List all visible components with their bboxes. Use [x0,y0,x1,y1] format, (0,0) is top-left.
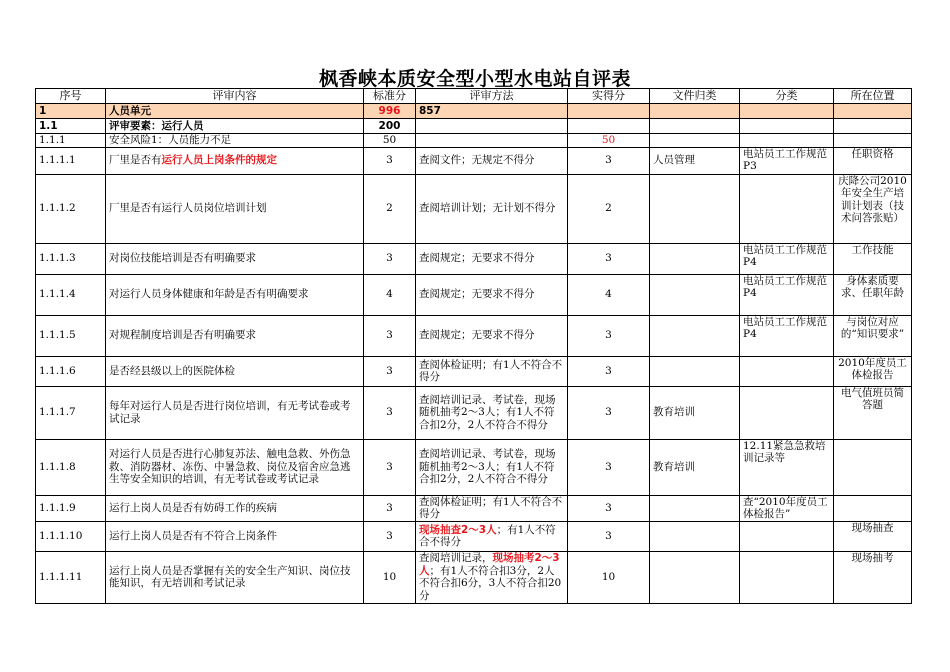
row-method [416,274,568,315]
risk-no: 1.1.1 [36,134,106,148]
risk-content: 安全风险1：人员能力不足 [106,134,364,148]
row-actual-score-text: 10 [601,570,616,583]
element-file [650,119,740,134]
row-content-text: 对规程制度培训是否有明确要求 [109,329,256,342]
row-standard-score-text: 3 [386,501,393,514]
row-classification [740,356,834,386]
row-method [416,243,568,274]
row-file-category-text: 人员管理 [653,154,695,167]
row-content-text: 运行上岗人员是否有妨碍工作的疾病 [109,501,277,514]
row-location-text: 身体素质要求、任职年龄 [841,274,904,299]
header-method: 评审方法 [416,89,568,104]
row-location [834,174,912,243]
element-method [416,119,568,134]
row-classification [740,243,834,274]
row-method-text: 查阅体检证明；有1人不符合不得分 [419,358,563,383]
row-content [106,315,364,356]
row-file-category [650,551,740,603]
row-standard-score-text: 3 [386,460,393,473]
row-standard-score [364,315,416,356]
row-standard-score-text: 3 [386,529,393,542]
element-location [834,119,912,134]
row-method [416,439,568,495]
row-method-text: 查阅体检证明；有1人不符合不得分 [419,495,563,520]
unit-actual-score [568,104,650,119]
row-standard-score [364,274,416,315]
row-content-text: 厂里是否有运行人员岗位培训计划 [109,202,267,215]
page-title: 枫香峡本质安全型小型水电站自评表 [318,68,631,90]
row-no [36,274,106,315]
unit-no: 1 [36,104,106,119]
row-standard-score [364,174,416,243]
row-content-text: 厂里是否有 [109,154,162,167]
row-file-category [650,521,740,551]
row-no-text: 1.1.1.11 [39,570,83,583]
row-classification [740,315,834,356]
row-classification-text: 电站员工工作规范P4 [743,274,827,299]
row-actual-score-text: 3 [605,460,612,473]
row-no [36,386,106,439]
element-actual-score [568,119,650,134]
row-location-text: 与岗位对应的“知识要求” [840,315,905,340]
row-content-text: 运行上岗人员是否有不符合上岗条件 [109,529,277,542]
table-row [36,315,912,356]
row-location [834,495,912,521]
row-standard-score [364,386,416,439]
table-row [36,439,912,495]
row-classification [740,495,834,521]
header-standard-score: 标准分 [364,89,416,104]
row-no-text: 1.1.1.10 [39,529,83,542]
row-content [106,439,364,495]
row-classification-text: 电站员工工作规范P4 [743,243,827,268]
row-actual-score [568,439,650,495]
row-no-text: 1.1.1.9 [39,501,76,514]
unit-category [740,104,834,119]
row-method [416,386,568,439]
row-no [36,521,106,551]
row-method-text: 查阅培训记录、考试卷，现场随机抽考2～3人；有1人不符合扣2分，2人不符合不得分 [419,448,556,486]
row-classification-text: 电站员工工作规范P4 [743,315,827,340]
row-location-text: 庆降公司2010年安全生产培训计划表（技术问答张贴） [838,174,907,224]
row-no-text: 1.1.1.2 [39,202,76,215]
row-actual-score-text: 3 [605,406,612,419]
row-file-category [650,386,740,439]
row-standard-score-text: 2 [386,202,393,215]
row-method [416,174,568,243]
row-content [106,386,364,439]
row-standard-score [364,439,416,495]
row-file-category [650,356,740,386]
row-content [106,495,364,521]
header-location: 所在位置 [834,89,912,104]
unit-method-score: 857 [416,104,568,119]
row-classification [740,521,834,551]
row-method [416,495,568,521]
row-location [834,521,912,551]
self-evaluation-table [35,88,912,604]
risk-method [416,134,568,148]
row-classification-text: 查“2010年度员工体检报告” [743,495,828,520]
row-method [416,521,568,551]
row-method [416,147,568,174]
row-method-highlight: 现场抽考2～3人 [419,552,560,577]
row-location [834,274,912,315]
risk-category [740,134,834,148]
row-standard-score [364,495,416,521]
risk-standard-score: 50 [364,134,416,148]
row-no [36,147,106,174]
row-classification [740,551,834,603]
row-location [834,243,912,274]
row-classification [740,174,834,243]
row-file-category [650,243,740,274]
row-method [416,315,568,356]
row-actual-score-text: 3 [605,252,612,265]
row-classification-text: 12.11紧急急救培训记录等 [743,439,826,464]
table-row [36,147,912,174]
row-actual-score [568,174,650,243]
row-standard-score [364,356,416,386]
row-content-text: 运行上岗人员是否掌握有关的安全生产知识、岗位技能知识，有无培训和考试记录 [109,564,351,589]
row-actual-score [568,274,650,315]
header-actual-score: 实得分 [568,89,650,104]
row-method-text: 查阅规定；无要求不得分 [419,329,535,342]
row-method-text: 查阅培训记录、考试卷，现场随机抽考2～3人；有1人不符合扣2分，2人不符合不得分 [419,393,556,431]
row-no [36,174,106,243]
row-file-category [650,274,740,315]
row-no-text: 1.1.1.4 [39,288,76,301]
row-file-category [650,315,740,356]
unit-content: 人员单元 [106,104,364,119]
row-standard-score [364,243,416,274]
row-actual-score [568,147,650,174]
row-method-text: 查阅文件；无规定不得分 [419,154,535,167]
element-row [36,119,912,134]
row-standard-score [364,521,416,551]
element-category [740,119,834,134]
risk-row [36,134,912,148]
row-location [834,386,912,439]
row-actual-score-text: 3 [605,154,612,167]
row-classification [740,439,834,495]
row-no-text: 1.1.1.7 [39,406,76,419]
unit-location [834,104,912,119]
row-location [834,356,912,386]
row-actual-score [568,386,650,439]
risk-location [834,134,912,148]
row-file-category [650,439,740,495]
row-classification [740,274,834,315]
row-method-highlight: 现场抽查2～3人 [419,523,497,536]
table-row [36,386,912,439]
row-no-text: 1.1.1.3 [39,252,76,265]
row-actual-score-text: 3 [605,501,612,514]
table-row [36,174,912,243]
row-method-text: 查阅规定；无要求不得分 [419,252,535,265]
row-method-text-after: ；有1人不符合不得分 [419,523,556,548]
header-content: 评审内容 [106,89,364,104]
table-row [36,356,912,386]
row-content [106,174,364,243]
row-content [106,147,364,174]
row-no [36,243,106,274]
row-method-text: 查阅规定；无要求不得分 [419,288,535,301]
row-no [36,439,106,495]
row-location [834,551,912,603]
unit-standard-score: 996 [364,104,416,119]
row-content [106,551,364,603]
row-no [36,315,106,356]
row-location-text: 电气值班员简答题 [841,386,904,411]
row-standard-score [364,551,416,603]
element-no: 1.1 [36,119,106,134]
row-actual-score [568,551,650,603]
header-classification: 分类 [740,89,834,104]
row-actual-score-text: 2 [605,202,612,215]
risk-file [650,134,740,148]
row-method-text-after: ；有1人不符合扣3分，2人不符合扣6分，3人不符合扣20分 [419,564,562,602]
row-classification [740,147,834,174]
row-no [36,551,106,603]
unit-row [36,104,912,119]
row-location-text: 现场抽考 [851,551,894,564]
row-location [834,439,912,495]
row-location-text: 工作技能 [851,243,894,256]
row-method-text: 查阅培训计划；无计划不得分 [419,202,556,215]
row-actual-score [568,356,650,386]
row-no [36,356,106,386]
row-file-category-text: 教育培训 [653,406,695,419]
row-actual-score-text: 3 [605,529,612,542]
unit-file [650,104,740,119]
row-file-category [650,495,740,521]
row-standard-score-text: 3 [386,154,393,167]
row-standard-score-text: 3 [386,406,393,419]
header-row [36,89,912,104]
row-actual-score-text: 3 [605,364,612,377]
row-no-text: 1.1.1.8 [39,460,76,473]
row-actual-score-text: 4 [605,288,612,301]
row-actual-score [568,495,650,521]
row-standard-score-text: 4 [386,288,393,301]
table-row [36,274,912,315]
row-location [834,315,912,356]
row-method [416,551,568,603]
row-standard-score-text: 3 [386,252,393,265]
row-no-text: 1.1.1.6 [39,364,76,377]
row-method [416,356,568,386]
element-standard-score: 200 [364,119,416,134]
row-standard-score-text: 3 [386,329,393,342]
row-content [106,274,364,315]
row-content-text: 对运行人员身体健康和年龄是否有明确要求 [109,288,309,301]
row-no [36,495,106,521]
row-content-text: 对岗位技能培训是否有明确要求 [109,252,256,265]
row-actual-score-text: 3 [605,329,612,342]
row-location-text: 现场抽查 [851,521,894,534]
header-no: 序号 [36,89,106,104]
row-location-text: 2010年度员工体检报告 [838,356,907,381]
risk-actual-score: 50 [568,134,650,148]
row-file-category-text: 教育培训 [653,460,695,473]
table-row [36,551,912,603]
row-content [106,521,364,551]
row-actual-score [568,315,650,356]
row-method-text: 查阅培训记录， [419,552,493,564]
row-actual-score [568,243,650,274]
row-no-text: 1.1.1.1 [39,154,76,167]
row-standard-score-text: 3 [386,364,393,377]
row-no-text: 1.1.1.5 [39,329,76,342]
table-row [36,243,912,274]
row-content-highlight: 运行人员上岗条件的规定 [161,154,277,167]
element-content: 评审要素：运行人员 [106,119,364,134]
row-standard-score-text: 10 [382,570,397,583]
row-location [834,147,912,174]
row-file-category [650,147,740,174]
table-row [36,521,912,551]
row-actual-score [568,521,650,551]
row-content [106,243,364,274]
row-content-text: 对运行人员是否进行心肺复苏法、触电急救、外伤急救、消防器材、冻伤、中暑急救、岗位及宿舍应急逃生等安全知识的培训，有无考试卷或考试记录 [109,448,351,486]
header-file-category: 文件归类 [650,89,740,104]
row-standard-score [364,147,416,174]
row-content-text: 每年对运行人员是否进行岗位培训，有无考试卷或考试记录 [109,400,351,425]
row-classification-text: 电站员工工作规范P3 [743,147,827,172]
table-row [36,495,912,521]
row-location-text: 任职资格 [851,147,894,160]
row-classification [740,386,834,439]
row-content-text: 是否经县级以上的医院体检 [109,364,235,377]
row-file-category [650,174,740,243]
row-content [106,356,364,386]
